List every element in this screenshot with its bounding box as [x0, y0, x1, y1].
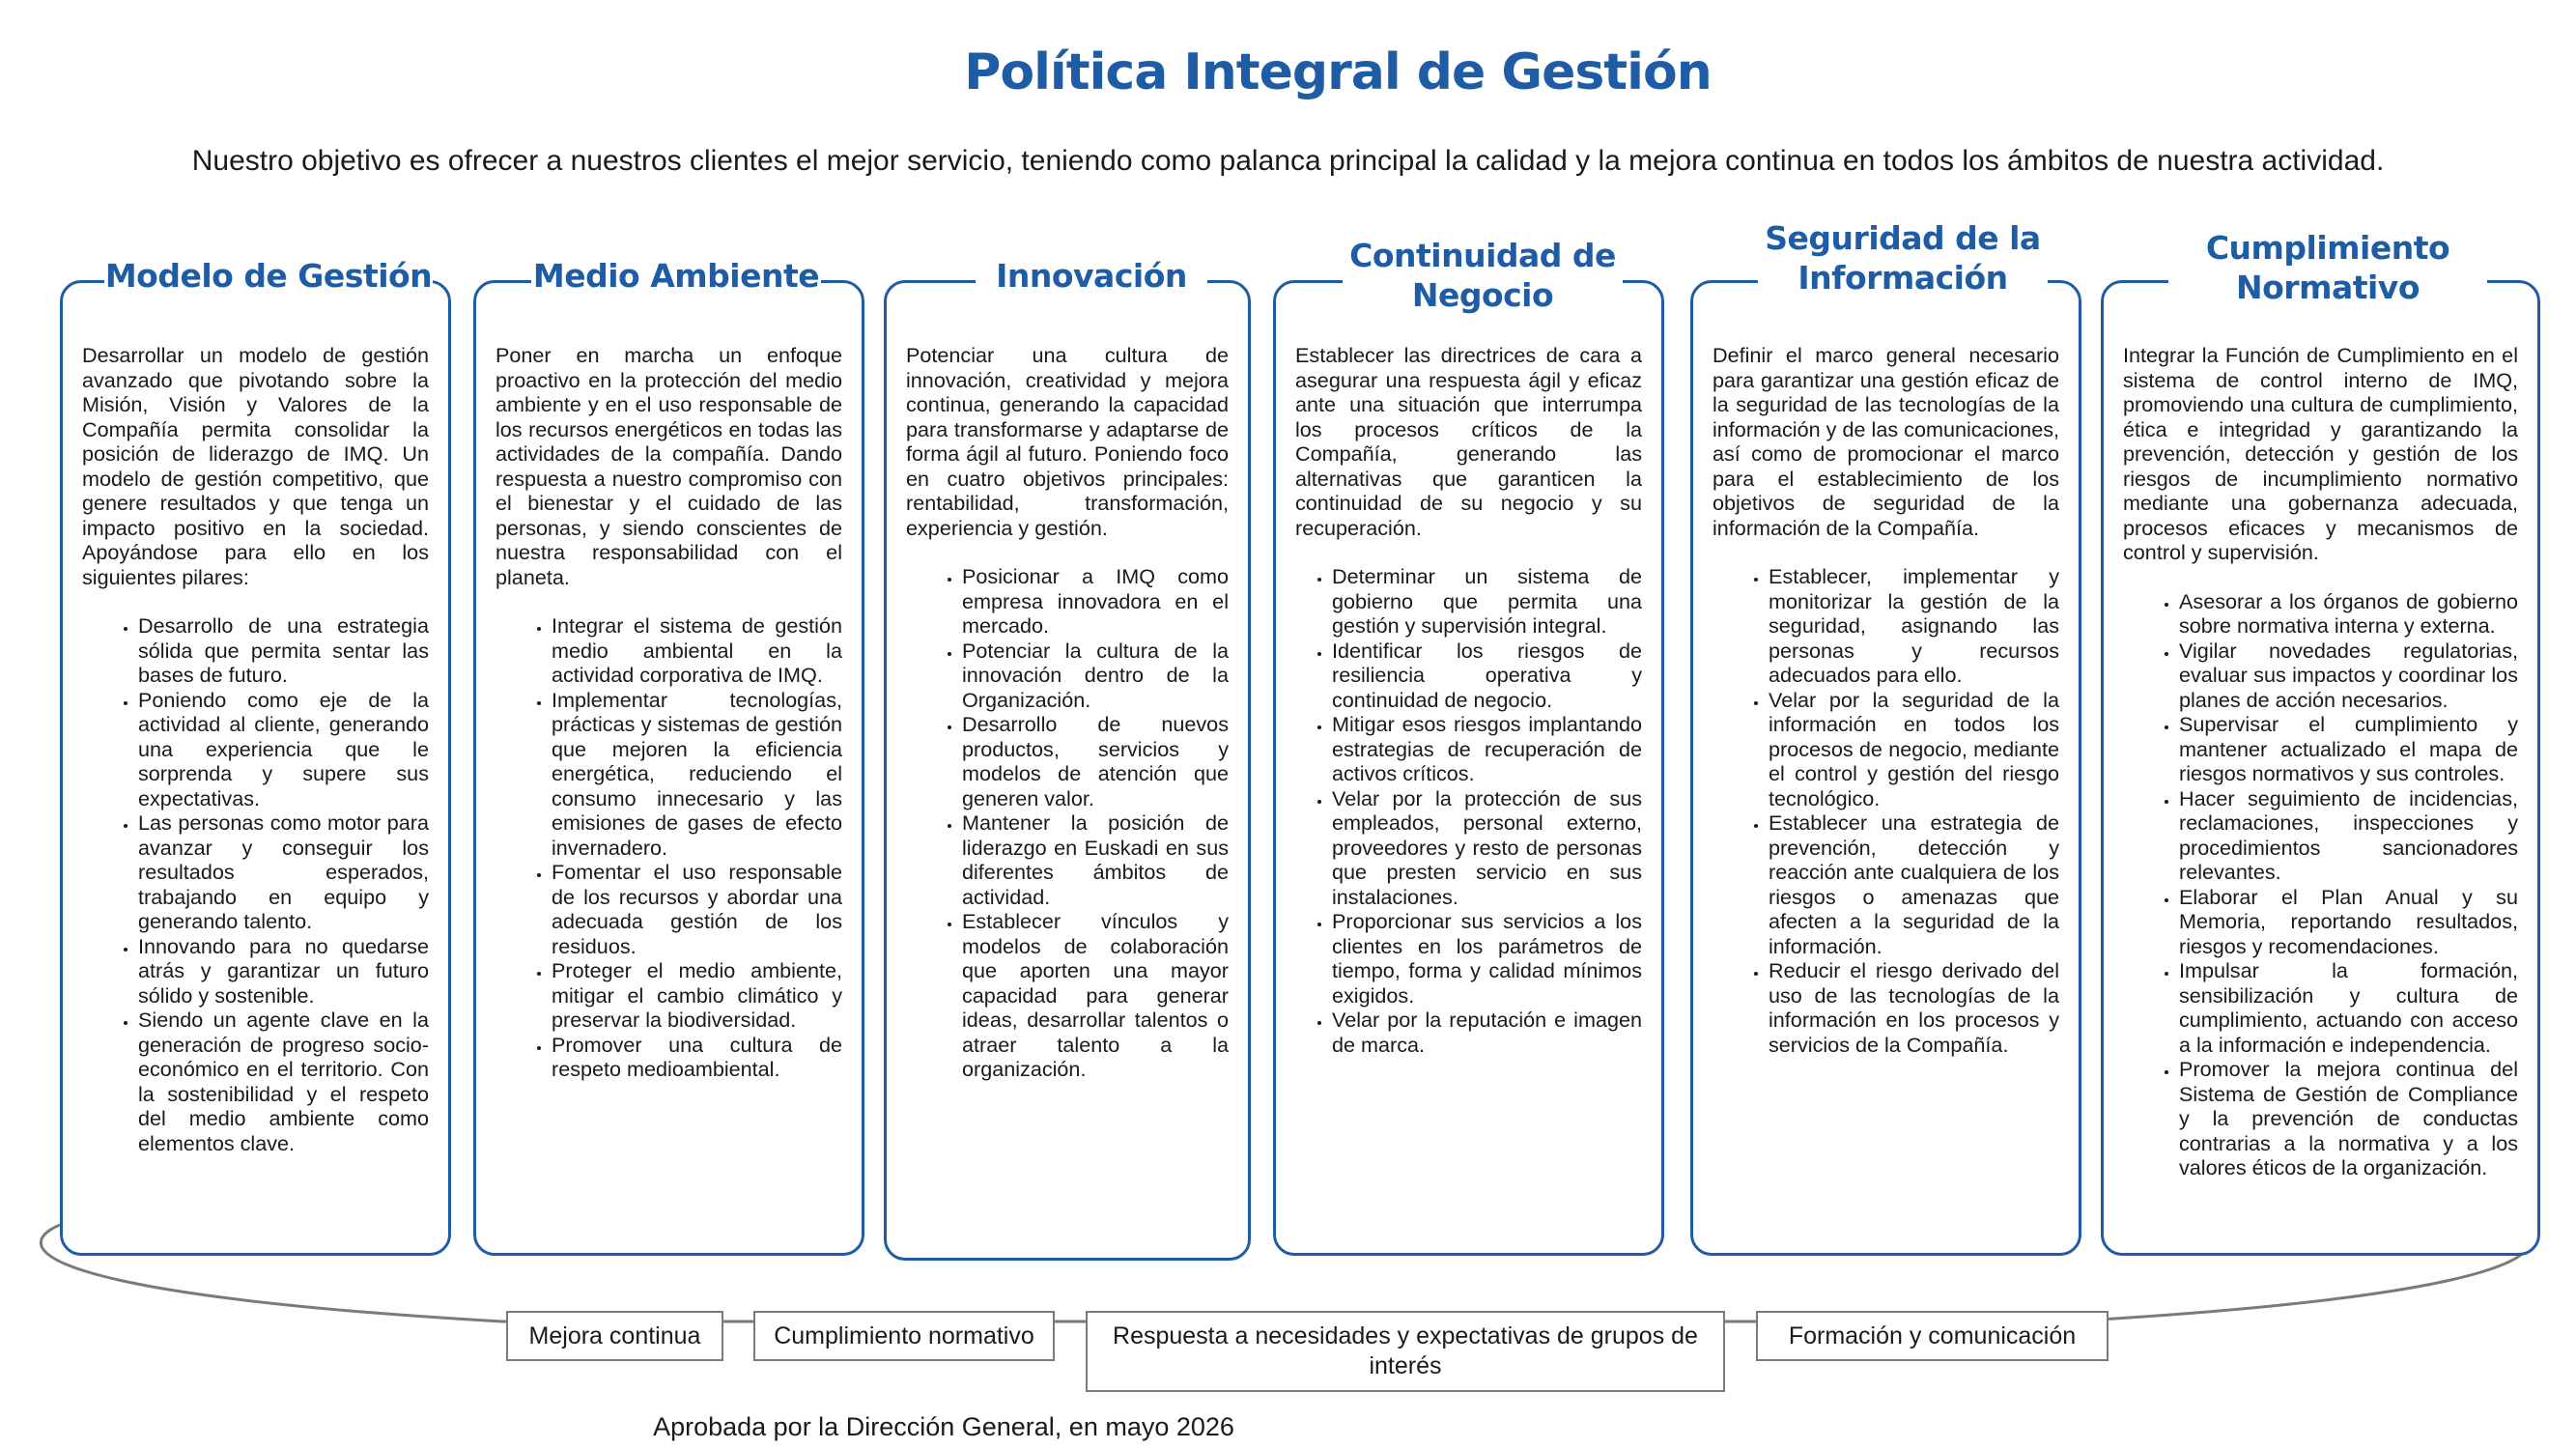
list-item: • Determinar un sistema de gobierno que permita una gestión y supervisión integral.: [1332, 564, 1642, 639]
list-item: • Potenciar la cultura de la innovación dentro de la Organización.: [962, 639, 1229, 713]
list-item: • Mitigar esos riesgos implantando estrategias de recuperación de activos críticos.: [1332, 712, 1642, 786]
column-intro: Poner en marcha un enfoque proactivo en la protección del medio ambiente y en el uso responsable de los recursos energéticos en todas las actividades de la compañía. Dando respuesta a nuestro compromiso con el bienestar y el cuidado de las personas, y siendo conscientes de nuestra responsabilidad con el planeta.: [495, 343, 842, 589]
list-item: • Velar por la protección de sus empleados, personal externo, proveedores y resto de personas que presten servicio en sus instalaciones.: [1332, 786, 1642, 910]
list-item: • Promover la mejora continua del Sistema de Gestión de Compliance y la prevención de conductas contrarias a la normativa y a los valores éticos de la organización.: [2179, 1057, 2518, 1180]
approval-footer: Aprobada por la Dirección General, en mayo 2026: [653, 1412, 1234, 1441]
list-item: • Implementar tecnologías, prácticas y sistemas de gestión que mejoren la eficiencia energética, reduciendo el consumo innecesario y las emisiones de gases de efecto invernadero.: [552, 688, 842, 861]
list-item: • Establecer vínculos y modelos de colaboración que aporten una mayor capacidad para generar ideas, desarrollar talentos o atraer talento a la organización.: [962, 909, 1229, 1082]
list-item: • Hacer seguimiento de incidencias, reclamaciones, inspecciones y procedimientos sancionadores relevantes.: [2179, 786, 2518, 885]
list-item: • Desarrollo de una estrategia sólida que permita sentar las bases de futuro.: [138, 613, 429, 688]
list-item: • Supervisar el cumplimiento y mantener actualizado el mapa de riesgos normativos y sus controles.: [2179, 712, 2518, 786]
list-item: • Establecer una estrategia de prevención, detección y reacción ante cualquiera de los riesgos o amenazas que afecten a la seguridad de la información.: [1769, 810, 2059, 958]
column-card-continuidad: [1273, 280, 1664, 1256]
column-title-continuidad: Continuidad de Negocio: [1343, 232, 1623, 319]
list-item: • Las personas como motor para avanzar y conseguir los resultados esperados, trabajando en equipo y generando talento.: [138, 810, 429, 934]
list-item: • Fomentar el uso responsable de los recursos y abordar una adecuada gestión de los residuos.: [552, 860, 842, 958]
list-item: • Identificar los riesgos de resiliencia operativa y continuidad de negocio.: [1332, 639, 1642, 713]
pillar-mejora-continua: Mejora continua: [506, 1311, 723, 1361]
column-card-seguridad: [1690, 280, 2081, 1256]
pillar-cumplimiento-normativo: Cumplimiento normativo: [753, 1311, 1055, 1361]
list-item: • Desarrollo de nuevos productos, servicios y modelos de atención que generen valor.: [962, 712, 1229, 810]
list-item: • Elaborar el Plan Anual y su Memoria, reportando resultados, riesgos y recomendaciones.: [2179, 885, 2518, 959]
column-intro: Potenciar una cultura de innovación, creatividad y mejora continua, generando la capacidad para transformarse y adaptarse de forma ágil al futuro. Poniendo foco en cuatro objetivos principales: rentabilidad, transformación, experiencia y gestión.: [906, 343, 1229, 540]
list-item: • Posicionar a IMQ como empresa innovadora en el mercado.: [962, 564, 1229, 639]
pillar-respuesta-grupos-interes: Respuesta a necesidades y expectativas de grupos de interés: [1086, 1311, 1725, 1392]
column-card-modelo-gestion: [60, 280, 451, 1256]
column-title-modelo-gestion: Modelo de Gestión: [104, 249, 433, 301]
list-item: • Establecer, implementar y monitorizar la gestión de la seguridad, asignando las personas y recursos adecuados para ello.: [1769, 564, 2059, 688]
column-intro: Integrar la Función de Cumplimiento en el sistema de control interno de IMQ, promoviendo una cultura de cumplimiento, ética e integridad y garantizando la prevención, detección y gestión de los riesgos de incumplimiento normativo mediante una gobernanza adecuada, procesos eficaces y mecanismos de control y supervisión.: [2123, 343, 2518, 564]
column-title-cumplimiento: Cumplimiento Normativo: [2168, 224, 2487, 311]
column-card-cumplimiento: [2101, 280, 2540, 1256]
list-item: • Siendo un agente clave en la generación de progreso socio-económico en el territorio. Con la sostenibilidad y el respeto del medio ambiente como elementos clave.: [138, 1008, 429, 1155]
list-item: • Reducir el riesgo derivado del uso de las tecnologías de la información en los procesos y servicios de la Compañía.: [1769, 958, 2059, 1057]
column-intro: Desarrollar un modelo de gestión avanzado que pivotando sobre la Misión, Visión y Valores de la Compañía permita consolidar la posición de liderazgo de IMQ. Un modelo de gestión competitivo, que genere resultados y que tenga un impacto positivo en la sociedad. Apoyándose para ello en los siguientes pilares:: [82, 343, 429, 589]
column-intro: Definir el marco general necesario para garantizar una gestión eficaz de la seguridad de las tecnologías de la información y de las comunicaciones, así como de promocionar el marco para el establecimiento de los objetivos de seguridad de la información de la Compañía.: [1713, 343, 2059, 540]
list-item: • Velar por la reputación e imagen de marca.: [1332, 1008, 1642, 1057]
column-list: [1295, 564, 1642, 1057]
column-list: [2123, 589, 2518, 1180]
list-item: • Vigilar novedades regulatorias, evaluar sus impactos y coordinar los planes de acción necesarios.: [2179, 639, 2518, 713]
column-list: [495, 613, 842, 1082]
column-list: [906, 564, 1229, 1082]
list-item: • Asesorar a los órganos de gobierno sobre normativa interna y externa.: [2179, 589, 2518, 639]
column-card-innovacion: [884, 280, 1251, 1261]
page-subtitle: Nuestro objetivo es ofrecer a nuestros clientes el mejor servicio, teniendo como palanca principal la calidad y la mejora continua en todos los ámbitos de nuestra actividad.: [191, 145, 2385, 177]
column-title-innovacion: Innovación: [976, 249, 1207, 301]
list-item: • Proteger el medio ambiente, mitigar el cambio climático y preservar la biodiversidad.: [552, 958, 842, 1033]
column-list: [1713, 564, 2059, 1057]
column-title-medio-ambiente: Medio Ambiente: [531, 249, 821, 301]
column-list: [82, 613, 429, 1155]
list-item: • Velar por la seguridad de la información en todos los procesos de negocio, mediante el control y gestión del riesgo tecnológico.: [1769, 688, 2059, 811]
list-item: • Integrar el sistema de gestión medio ambiental en la actividad corporativa de IMQ.: [552, 613, 842, 688]
column-card-medio-ambiente: [473, 280, 864, 1256]
column-title-seguridad: Seguridad de la Información: [1758, 214, 2048, 301]
list-item: • Impulsar la formación, sensibilización y cultura de cumplimiento, actuando con acceso a la información e independencia.: [2179, 958, 2518, 1057]
column-intro: Establecer las directrices de cara a asegurar una respuesta ágil y eficaz ante una situación que interrumpa los procesos críticos de la Compañía, generando las alternativas que garanticen la continuidad de su negocio y su recuperación.: [1295, 343, 1642, 540]
list-item: • Mantener la posición de liderazgo en Euskadi en sus diferentes ámbitos de actividad.: [962, 810, 1229, 909]
page-title: Política Integral de Gestión: [964, 43, 1712, 101]
list-item: • Promover una cultura de respeto medioambiental.: [552, 1033, 842, 1082]
list-item: • Poniendo como eje de la actividad al cliente, generando una experiencia que le sorprenda y supere sus expectativas.: [138, 688, 429, 811]
list-item: • Innovando para no quedarse atrás y garantizar un futuro sólido y sostenible.: [138, 934, 429, 1009]
list-item: • Proporcionar sus servicios a los clientes en los parámetros de tiempo, forma y calidad mínimos exigidos.: [1332, 909, 1642, 1008]
pillar-formacion-comunicacion: Formación y comunicación: [1756, 1311, 2109, 1361]
